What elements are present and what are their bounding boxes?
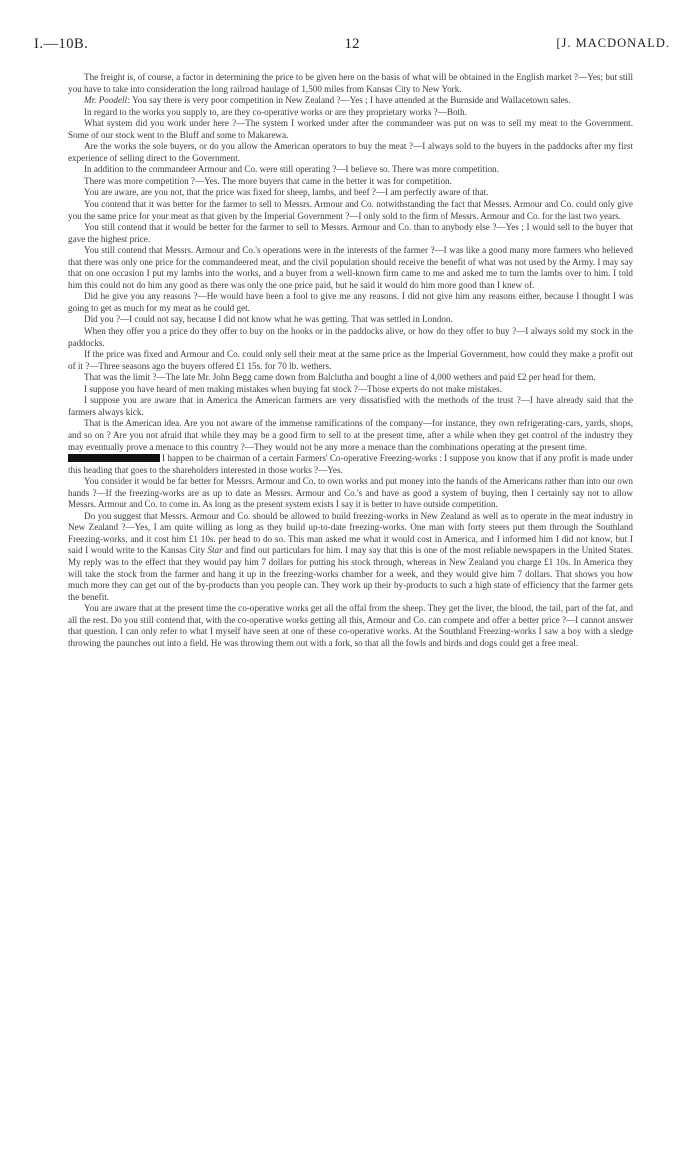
paragraph: The freight is, of course, a factor in determining the price to be given here on the basis of what will be obtained in the English market ?—Yes; but still you have to take into consideration the long railroad haulage of 1,500 miles from Kansas City to New York. xyxy=(68,72,633,94)
paragraph: Did you ?—I could not say, because I did not know what he was getting. That was settled in London. xyxy=(84,314,453,325)
paragraph: I happen to be chairman of a certain Farmers' Co-operative Freezing-works : I suppose you know that if any profit is made under this heading that goes to the shareholders interested in those works ?—Yes. xyxy=(68,453,633,475)
newspaper-name: Star xyxy=(207,545,223,556)
paragraph: If the price was fixed and Armour and Co. could only sell their meat at the same price as the Imperial Government, how could they make a profit out of it ?—Three seasons ago the buyers offered £1 15s. for 70 lb. wethers. xyxy=(68,349,633,371)
paragraph: Did he give you any reasons ?—He would have been a fool to give me any reasons. I did not give him any reasons either, because I thought I was going to get as much for my meat as he could get. xyxy=(68,291,633,313)
paragraph: There was more competition ?—Yes. The more buyers that came in the better it was for competition. xyxy=(84,175,452,186)
paragraph: You are aware that at the present time the co-operative works get all the offal from the sheep. They get the liver, the blood, the tail, part of the fat, and all the rest. Do you still contend that, with the co-operative works getting all this, Armour and Co. can compete and offer a better price ?—I cannot answer that question. I can only refer to what I myself have seen at one of these co-operative works. At the Southland Freezing-works I saw a boy with a sledge throwing the paunches out into a field. He was throwing them out with a fork, so that all the fowls and birds and dogs could get a free meal. xyxy=(68,603,633,648)
witness-name: [J. MACDONALD. xyxy=(556,36,670,50)
speaker-label: Mr. Poodell: xyxy=(84,95,131,106)
paragraph: In regard to the works you supply to, are they co-operative works or are they proprietary works ?—Both. xyxy=(84,106,467,117)
paragraph: Mr. Poodell: You say there is very poor competition in New Zealand ?—Yes ; I have attended at the Burnside and Wallacetown sales. xyxy=(84,95,571,106)
paragraph: You still contend that Messrs. Armour and Co.'s operations were in the interests of the farmer ?—I was like a good many more farmers who believed that there was only one price for the commandeered meat, and the civil population should receive the benefit of what was not used by the Army. I may say that on one occasion I put my lambs into the works, and a buyer from a well-known firm came to me and asked me to turn the lambs over to him. I told him this could not do him any good as there was only the one price paid, but he said it would do him more good than I knew of. xyxy=(68,245,633,290)
document-body xyxy=(68,72,633,649)
page-header xyxy=(34,36,670,56)
document-reference: I.—10B. xyxy=(34,36,89,52)
paragraph: When they offer you a price do they offer to buy on the hooks or in the paddocks alive, or how do they offer to buy ?—I always sold my stock in the paddocks. xyxy=(68,326,633,348)
paragraph: Do you suggest that Messrs. Armour and Co. should be allowed to build freezing-works in New Zealand as well as to operate in the meat industry in New Zealand ?—Yes, I am quite willing as long as they build up-to-date freezing-works. One man with forty steers put them through the Southland Freezing-works, and it cost him £1 10s. per head to do so. This man asked me what it would cost in America, and I informed him I did not know, but I said I would write to the Kansas City Star and find out particulars for him. I may say that this is one of the most reliable newspapers in the United States. My reply was to the effect that they would pay him 7 dollars for putting his stock through, whereas in New Zealand you charge £1 10s. In America they will take the stock from the farmer and hang it up in the freezing-works chamber for a week, and they would give him 7 dollars. That shows you how much more they can get out of the by-products than you people can. They work up their by-products to such a high state of efficiency that the farmer gets the benefit. xyxy=(68,510,633,602)
paragraph: That is the American idea. Are you not aware of the immense ramifications of the company—for instance, they own refrigerating-cars, yards, shops, and so on ? Are you not afraid that while they may be a good firm to sell to at the present time, after a while when they get control of the industry they may eventually prove a menace to this country ?—They would not be any more a menace than the combinations operating at the present time. xyxy=(68,418,633,452)
paragraph: You are aware, are you not, that the price was fixed for sheep, lambs, and beef ?—I am perfectly aware of that. xyxy=(84,187,489,198)
redaction-bar xyxy=(68,454,160,462)
paragraph: In addition to the commandeer Armour and Co. were still operating ?—I believe so. There was more competition. xyxy=(84,164,499,175)
paragraph: You still contend that it would be better for the farmer to sell to Messrs. Armour and Co. than to anybody else ?—Yes ; I would sell to the buyer that gave the highest price. xyxy=(68,222,633,244)
page-number: 12 xyxy=(344,36,360,52)
paragraph: What system did you work under here ?—The system I worked under after the commandeer was put on was to sell my meat to the Government. Some of our stock went to the Bluff and some to Makarewa. xyxy=(68,118,633,140)
paragraph: I suppose you are aware that in America the American farmers are very dissatisfied with the methods of the trust ?—I have already said that the farmers always kick. xyxy=(68,395,633,417)
paragraph: I suppose you have heard of men making mistakes when buying fat stock ?—Those experts do not make mistakes. xyxy=(84,383,502,394)
paragraph: Are the works the sole buyers, or do you allow the American operators to buy the meat ?—I always sold to the buyers in the paddocks after my first experience of selling direct to the Government. xyxy=(68,141,633,163)
paragraph: You contend that it was better for the farmer to sell to Messrs. Armour and Co. notwithstanding the fact that Messrs. Armour and Co. could only give you the same price for your meat as that given by the Imperial Government ?—I only sold to the firm of Messrs. Armour and Co. for the last two years. xyxy=(68,199,633,221)
paragraph: That was the limit ?—The late Mr. John Begg came down from Balclutha and bought a line of 4,000 wethers and paid £2 per head for them. xyxy=(84,372,596,383)
paragraph: You consider it would be far better for Messrs. Armour and Co. to own works and put money into the hands of the Americans rather than into our own hands ?—If the freezing-works are as up to date as Messrs. Armour and Co.'s and have as good a system of buying, then I certainly say not to allow Messrs. Armour and Co. to come in. As long as the present system exists I say it is better to have outside competition. xyxy=(68,476,633,510)
